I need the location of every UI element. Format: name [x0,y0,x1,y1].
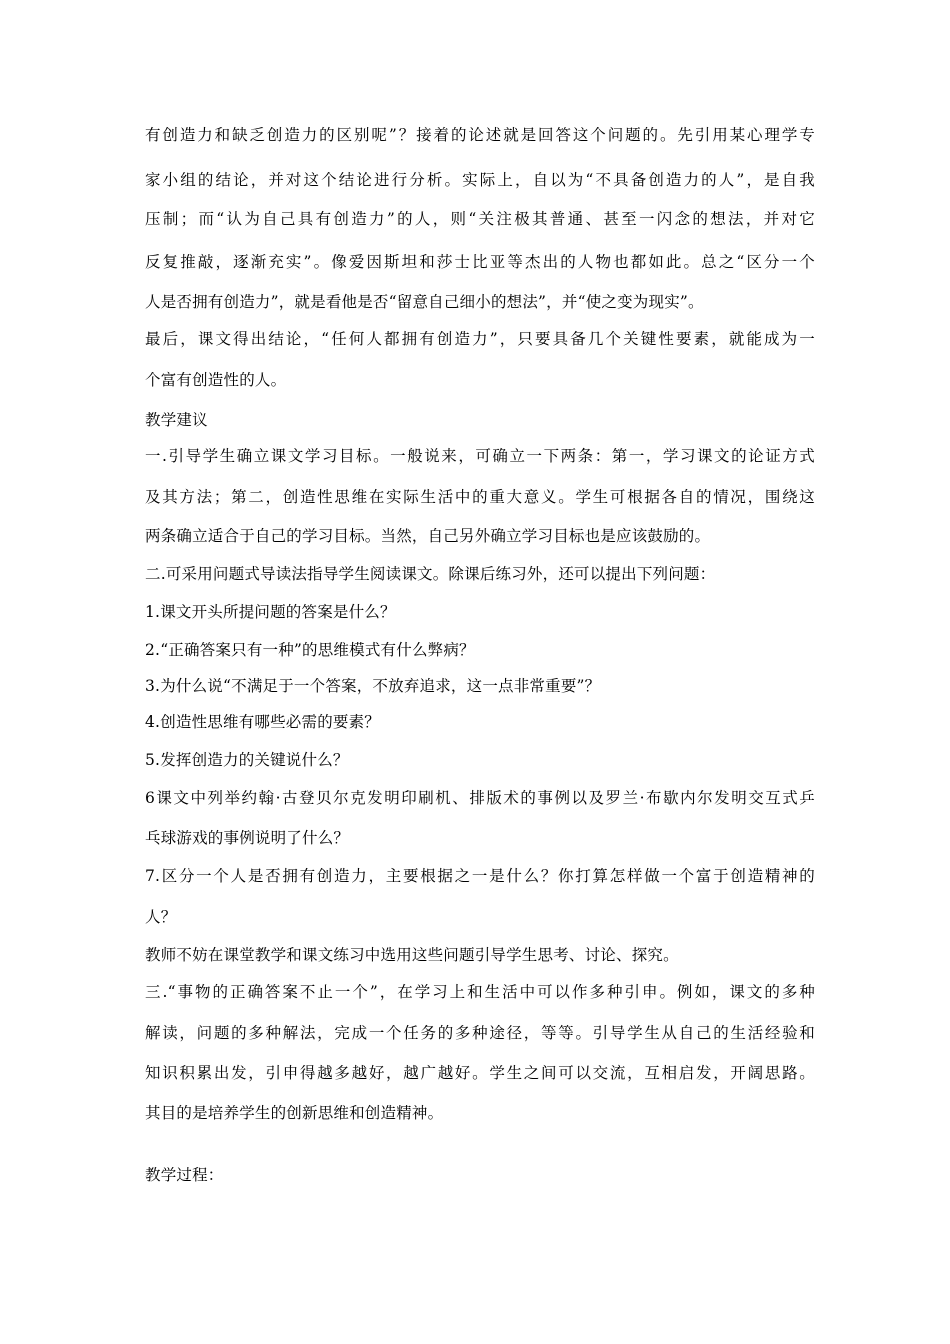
text-line: 其目的是培养学生的创新思维和创造精神。 [145,1104,444,1122]
text-line: 个富有创造性的人。 [145,371,287,389]
text-line: 乓球游戏的事例说明了什么？ [145,829,350,847]
text-line: 家小组的结论，并对这个结论进行分析。实际上，自以为“不具备创造力的人”，是自我 [145,171,815,189]
text-line: 三.“事物的正确答案不止一个”，在学习上和生活中可以作多种引申。例如，课文的多种 [145,983,815,1001]
text-line: 反复推敲，逐渐充实”。像爱因斯坦和莎士比亚等杰出的人物也都如此。总之“区分一个 [145,253,815,271]
text-line: 人？ [145,908,177,926]
list-item: 7.区分一个人是否拥有创造力，主要根据之一是什么？你打算怎样做一个富于创造精神的 [145,867,815,885]
text-line: 知识积累出发，引申得越多越好，越广越好。学生之间可以交流，互相启发，开阔思路。 [145,1064,815,1082]
text-line: 最后，课文得出结论，“任何人都拥有创造力”，只要具备几个关键性要素，就能成为一 [145,330,815,348]
text-line: 教师不妨在课堂教学和课文练习中选用这些问题引导学生思考、讨论、探究。 [145,946,679,964]
section-heading: 教学建议 [145,411,208,429]
list-item: 4.创造性思维有哪些必需的要素？ [145,713,380,731]
text-line: 二.可采用问题式导读法指导学生阅读课文。除课后练习外，还可以提出下列问题： [145,565,716,583]
text-line: 一.引导学生确立课文学习目标。一般说来，可确立一下两条：第一，学习课文的论证方式 [145,447,815,465]
text-line: 压制；而“认为自己具有创造力”的人，则“关注极其普通、甚至一闪念的想法，并对它 [145,210,815,228]
list-item: 3.为什么说“不满足于一个答案，不放弃追求，这一点非常重要”？ [145,677,601,695]
section-heading: 教学过程： [145,1166,224,1184]
text-line: 解读，问题的多种解法，完成一个任务的多种途径，等等。引导学生从自己的生活经验和 [145,1024,815,1042]
list-item: 6课文中列举约翰·古登贝尔克发明印刷机、排版术的事例以及罗兰·布歇内尔发明交互式乒 [145,789,815,807]
list-item: 1.课文开头所提问题的答案是什么？ [145,603,396,621]
list-item: 5.发挥创造力的关键说什么？ [145,751,349,769]
text-line: 及其方法；第二，创造性思维在实际生活中的重大意义。学生可根据各自的情况，围绕这 [145,488,815,506]
text-line: 两条确立适合于自己的学习目标。当然，自己另外确立学习目标也是应该鼓励的。 [145,527,711,545]
text-line: 人是否拥有创造力”，就是看他是否“留意自己细小的想法”，并“使之变为现实”。 [145,293,704,311]
list-item: 2.“正确答案只有一种”的思维模式有什么弊病？ [145,641,475,659]
text-line: 有创造力和缺乏创造力的区别呢”？接着的论述就是回答这个问题的。先引用某心理学专 [145,126,815,144]
